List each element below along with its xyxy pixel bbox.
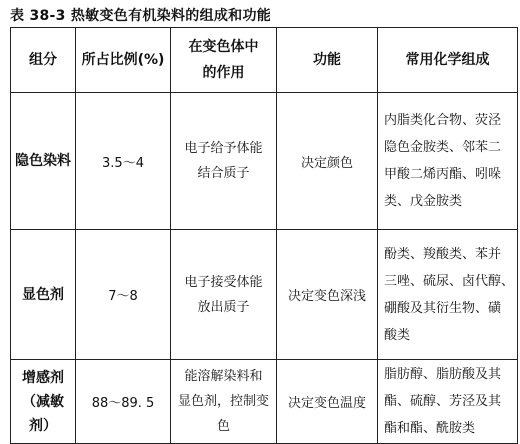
role-line: 电子给予体能: [184, 141, 263, 156]
function-cell: 决定变色深浅: [277, 230, 378, 360]
component-line: 增感剂: [22, 369, 64, 386]
role-cell: [171, 93, 277, 230]
role-line: 显色剂，控制变: [177, 394, 269, 409]
component-line: （减敏: [22, 393, 64, 410]
chem-line: 三唑、硫尿、卤代醇、: [384, 273, 515, 289]
role-line: 结合质子: [197, 166, 250, 181]
header-function: 功能: [277, 28, 378, 93]
ratio-cell: 7～8: [76, 230, 171, 360]
header-chemistry: 常用化学组成: [378, 28, 518, 93]
role-cell: [171, 230, 277, 360]
chem-line: 酸类: [384, 327, 411, 343]
component-cell: 显色剂: [11, 230, 76, 360]
chemistry-cell: [378, 230, 518, 360]
component-cell: 隐色染料: [11, 93, 76, 230]
composition-table: [10, 27, 518, 444]
header-component: 组分: [11, 28, 76, 93]
table-row: [11, 360, 518, 444]
table-row: [11, 230, 518, 360]
role-line: 能溶解染料和: [184, 369, 263, 384]
header-role: [171, 28, 277, 93]
role-line: 放出质子: [197, 299, 250, 315]
header-row: [11, 28, 518, 93]
ratio-cell: 88～89. 5: [76, 360, 171, 444]
chem-line: 酯、硫醇、芳泾及其: [384, 394, 502, 409]
header-role-line: 在变色体中: [188, 39, 259, 55]
chem-line: 酯和酯、酰胺类: [384, 421, 476, 436]
function-cell: 决定变色温度: [277, 360, 378, 444]
chemistry-cell: [378, 360, 518, 444]
chem-line: 脂肪醇、脂肪酸及其: [384, 367, 502, 382]
header-ratio: 所占比例(%): [76, 28, 171, 93]
role-line: 色: [216, 419, 230, 434]
chemistry-cell: [378, 93, 518, 230]
role-line: 电子接受体能: [184, 274, 263, 290]
table-caption: 表 38-3 热敏变色有机染料的组成和功能: [10, 8, 272, 24]
chem-line: 硼酸及其衍生物、磺: [384, 300, 502, 316]
function-cell: 决定颜色: [277, 93, 378, 230]
header-role-line: 的作用: [202, 65, 245, 81]
component-line: 剂）: [29, 417, 57, 434]
chem-line: 隐色金胺类、邻苯二: [384, 140, 502, 155]
role-cell: [171, 360, 277, 444]
component-cell: [11, 360, 76, 444]
chem-line: 内脂类化合物、荧泾: [384, 113, 502, 128]
chem-line: 类、戊金胺类: [384, 194, 463, 209]
table-row: [11, 93, 518, 230]
ratio-cell: 3.5～4: [76, 93, 171, 230]
chem-line: 甲酸二烯丙酯、吲哚: [384, 167, 502, 182]
chem-line: 酚类、羧酸类、苯并: [384, 246, 502, 262]
